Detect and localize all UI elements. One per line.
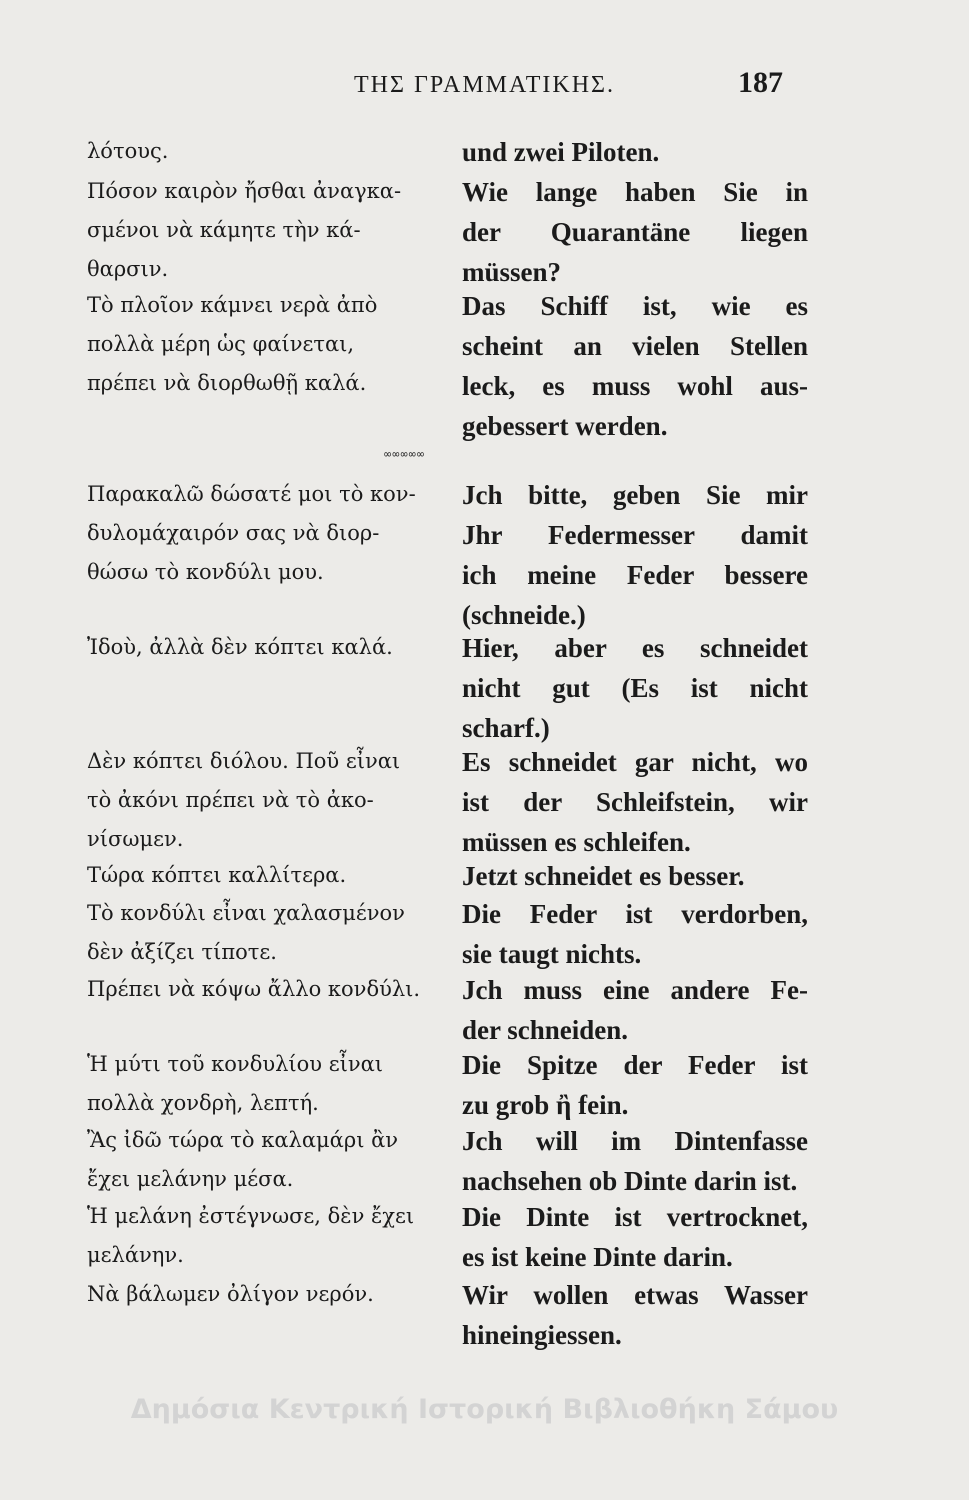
german-line: Die Feder ist verdorben, — [462, 899, 808, 929]
german-line: müssen? — [462, 257, 562, 287]
greek-text — [87, 1275, 447, 1314]
greek-line: πολλὰ μέρη ὡς φαίνεται, — [87, 332, 355, 356]
german-line: nicht gut (Es ist nicht — [462, 673, 808, 703]
german-text — [462, 742, 808, 862]
greek-text — [87, 286, 447, 403]
greek-line: δὲν ἀξίζει τίποτε. — [87, 940, 277, 964]
german-line: scharf.) — [462, 713, 550, 743]
greek-text — [87, 1197, 447, 1275]
greek-line: θώσω τὸ κονδύλι μου. — [87, 560, 324, 584]
greek-line: Πρέπει νὰ κόψω ἄλλο κονδύλι. — [87, 977, 421, 1001]
greek-line: σμένοι νὰ κάμητε τὴν κά- — [87, 218, 361, 242]
german-text — [462, 628, 808, 748]
greek-text — [87, 894, 447, 972]
page-number: 187 — [738, 66, 783, 99]
german-text — [462, 894, 808, 974]
german-text — [462, 132, 808, 172]
greek-line: Ἂς ἰδῶ τώρα τὸ καλαμάρι ἂν — [87, 1128, 399, 1152]
german-text — [462, 1275, 808, 1355]
greek-line: Νὰ βάλωμεν ὀλίγον νερόν. — [87, 1282, 374, 1306]
german-line: Die Dinte ist vertrocknet, — [462, 1202, 808, 1232]
german-line: ist der Schleifstein, wir — [462, 787, 808, 817]
german-line: Hier, aber es schneidet — [462, 633, 808, 663]
greek-text — [87, 132, 447, 171]
german-line: Jhr Federmesser damit — [462, 520, 808, 550]
german-text — [462, 286, 808, 446]
greek-line: μελάνην. — [87, 1243, 184, 1267]
german-line: ich meine Feder bessere — [462, 560, 808, 590]
german-line: der schneiden. — [462, 1015, 629, 1045]
german-line: Wie lange haben Sie in — [462, 177, 808, 207]
german-text — [462, 856, 808, 896]
greek-line: Πόσον καιρὸν ἤσθαι ἀναγκα- — [87, 179, 402, 203]
german-line: hineingiessen. — [462, 1320, 622, 1350]
greek-line: δυλομάχαιρόν σας νὰ διορ- — [87, 521, 380, 545]
running-title: ΤΗΣ ΓΡΑΜΜΑΤΙΚΗΣ. — [354, 72, 615, 98]
german-line: nachsehen ob Dinte darin ist. — [462, 1166, 798, 1196]
german-text — [462, 1045, 808, 1125]
greek-line: θαρσιν. — [87, 257, 169, 281]
greek-line: νίσωμεν. — [87, 827, 184, 851]
german-text — [462, 970, 808, 1050]
greek-line: λότους. — [87, 139, 169, 163]
greek-line: τὸ ἀκόνι πρέπει νὰ τὸ ἀκο- — [87, 788, 374, 812]
greek-line: πολλὰ χονδρὴ, λεπτή. — [87, 1091, 319, 1115]
german-line: Jch muss eine andere Fe- — [462, 975, 808, 1005]
german-line: zu grob ἢ fein. — [462, 1090, 629, 1120]
greek-line: Τὸ πλοῖον κάμνει νερὰ ἀπὸ — [87, 293, 378, 317]
greek-line: ἔχει μελάνην μέσα. — [87, 1167, 294, 1191]
german-line: (schneide.) — [462, 600, 586, 630]
greek-line: Ἡ μελάνη ἐστέγνωσε, δὲν ἔχει — [87, 1204, 415, 1228]
greek-text — [87, 475, 447, 592]
greek-line: Παρακαλῶ δώσατέ μοι τὸ κον- — [87, 482, 416, 506]
library-watermark: Δημόσια Κεντρική Ιστορική Βιβλιοθήκη Σάμου — [130, 1394, 839, 1425]
greek-text — [87, 628, 447, 667]
german-line: Es schneidet gar nicht, wo — [462, 747, 808, 777]
greek-text — [87, 1045, 447, 1123]
section-divider: ∞∞∞∞∞ — [384, 447, 426, 461]
german-line: Die Spitze der Feder ist — [462, 1050, 808, 1080]
german-line: es ist keine Dinte darin. — [462, 1242, 733, 1272]
german-line: Jch bitte, geben Sie mir — [462, 480, 808, 510]
greek-line: Τώρα κόπτει καλλίτερα. — [87, 863, 347, 887]
german-text — [462, 1121, 808, 1201]
greek-text — [87, 172, 447, 289]
greek-line: Δὲν κόπτει διόλου. Ποῦ εἶναι — [87, 749, 401, 773]
german-line: sie taugt nichts. — [462, 939, 642, 969]
greek-line: πρέπει νὰ διορθωθῇ καλά. — [87, 371, 367, 395]
german-line: der Quarantäne liegen — [462, 217, 808, 247]
german-line: und zwei Piloten. — [462, 137, 660, 167]
greek-line: Τὸ κονδύλι εἶναι χαλασμένον — [87, 901, 405, 925]
german-line: Das Schiff ist, wie es — [462, 291, 808, 321]
german-line: gebessert werden. — [462, 411, 668, 441]
greek-text — [87, 1121, 447, 1199]
greek-line: Ἡ μύτι τοῦ κονδυλίου εἶναι — [87, 1052, 384, 1076]
german-line: leck, es muss wohl aus- — [462, 371, 808, 401]
greek-text — [87, 856, 447, 895]
german-line: Wir wollen etwas Wasser — [462, 1280, 808, 1310]
greek-text — [87, 742, 447, 859]
greek-text — [87, 970, 447, 1009]
german-text — [462, 1197, 808, 1277]
german-text — [462, 172, 808, 292]
german-line: scheint an vielen Stellen — [462, 331, 808, 361]
greek-line: Ἰδοὺ, ἀλλὰ δὲν κόπτει καλά. — [87, 635, 393, 659]
german-text — [462, 475, 808, 635]
german-line: müssen es schleifen. — [462, 827, 691, 857]
german-line: Jetzt schneidet es besser. — [462, 861, 745, 891]
german-line: Jch will im Dintenfasse — [462, 1126, 808, 1156]
